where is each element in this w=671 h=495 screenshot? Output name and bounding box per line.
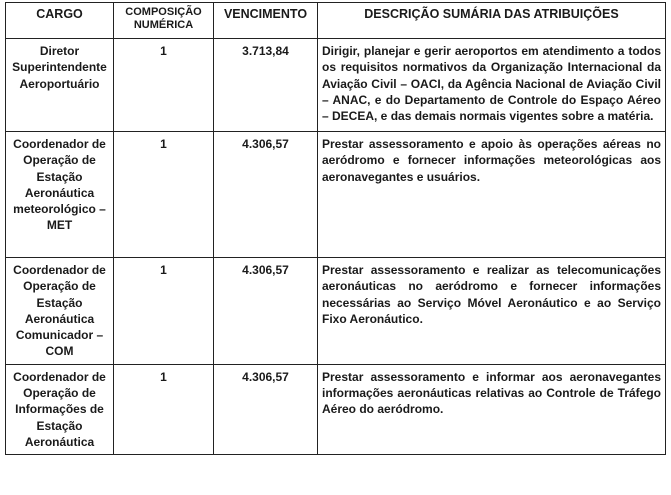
- cell-vencimento: 4.306,57: [214, 364, 318, 454]
- header-row: [6, 3, 666, 39]
- cell-composicao: 1: [114, 258, 214, 365]
- cargos-table: [5, 2, 666, 455]
- cell-composicao: 1: [114, 364, 214, 454]
- cell-vencimento: 4.306,57: [214, 258, 318, 365]
- cell-descricao: Prestar assessoramento e informar aos aeronavegantes informações aeronáuticas relativas ao Controle de Tráfego Aéreo do aeródromo.: [318, 364, 666, 454]
- table-row: [6, 258, 666, 365]
- cell-descricao: Prestar assessoramento e realizar as telecomunicações aeronáuticas no aeródromo e fornecer informações necessárias ao Serviço Móvel Aeronáutico e ao Serviço Fixo Aeronáutico.: [318, 258, 666, 365]
- table-row: [6, 364, 666, 454]
- table-row: [6, 132, 666, 258]
- header-vencimento: VENCIMENTO: [214, 3, 318, 39]
- cell-cargo: Diretor Superintendente Aeroportuário: [6, 39, 114, 132]
- header-descricao: DESCRIÇÃO SUMÁRIA DAS ATRIBUIÇÕES: [318, 3, 666, 39]
- cell-cargo: Coordenador de Operação de Estação Aeronáutica Comunicador – COM: [6, 258, 114, 365]
- cell-cargo: Coordenador de Operação de Informações de Estação Aeronáutica: [6, 364, 114, 454]
- header-cargo: CARGO: [6, 3, 114, 39]
- cell-vencimento: 4.306,57: [214, 132, 318, 258]
- cell-descricao: Dirigir, planejar e gerir aeroportos em atendimento a todos os requisitos normativos da Organização Internacional da Aviação Civil – OACI, da Agência Nacional de Aviação Civil – ANAC, e do Departamento de Controle do Espaço Aéreo – DECEA, e das demais normais vigentes sobre a matéria.: [318, 39, 666, 132]
- header-composicao: COMPOSIÇÃO NUMÉRICA: [114, 3, 214, 39]
- cell-composicao: 1: [114, 132, 214, 258]
- cell-cargo: Coordenador de Operação de Estação Aeronáutica meteorológico – MET: [6, 132, 114, 258]
- cell-descricao: Prestar assessoramento e apoio às operações aéreas no aeródromo e fornecer informações meteorológicas aos aeronavegantes e usuários.: [318, 132, 666, 258]
- cell-composicao: 1: [114, 39, 214, 132]
- table-row: [6, 39, 666, 132]
- cell-vencimento: 3.713,84: [214, 39, 318, 132]
